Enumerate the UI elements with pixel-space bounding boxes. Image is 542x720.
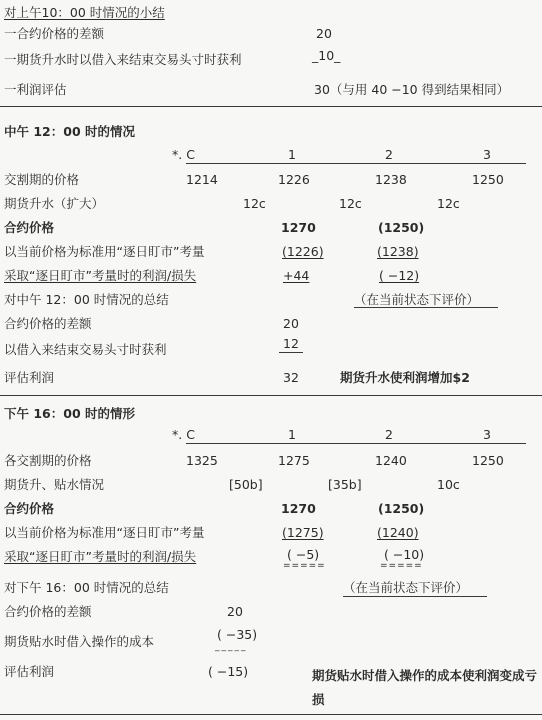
section-divider-3 — [0, 714, 542, 715]
s2-summary-row3-value: 32 — [283, 370, 299, 385]
section-divider-1 — [0, 106, 542, 107]
s3-summary-row1-label: 合约价格的差额 — [4, 604, 92, 619]
s2-delivery-label: 交割期的价格 — [4, 172, 80, 187]
section1-title: 对上午10：00 时情况的小结 — [4, 5, 165, 20]
s2-summary-note: （在当前状态下评价） — [354, 292, 480, 307]
s2-mtm-label: 以当前价格为标准用“逐日盯市”考量 — [4, 244, 205, 259]
s3-basis-value-3: 10c — [437, 477, 460, 492]
s2-basis-value-2: 12c — [339, 196, 362, 211]
s3-delivery-price-1: 1275 — [278, 453, 310, 468]
section-divider-2 — [0, 395, 542, 396]
s3-summary-title: 对下午 16：00 时情况的总结 — [4, 580, 169, 595]
s2-pnl-label: 采取“逐日盯市”考量时的利润/损失 — [4, 268, 197, 283]
s2-basis-value-1: 12c — [243, 196, 266, 211]
s2-col-header-3: 3 — [483, 147, 491, 162]
s2-conclusion: 期货升水使利润增加$2 — [340, 370, 470, 385]
s2-contract-value-1: 1270 — [281, 220, 316, 235]
s2-pnl-value-1: +44 — [283, 268, 310, 283]
s2-summary-row1-label: 合约价格的差额 — [4, 316, 92, 331]
s3-delivery-price-c: 1325 — [186, 453, 218, 468]
s3-col-header-3: 3 — [483, 427, 491, 442]
s2-col-header-rule — [186, 163, 526, 164]
s1-row3-value: 30（与用 40 −10 得到结果相同） — [314, 82, 510, 97]
s2-col-header-1: 1 — [288, 147, 296, 162]
s2-summary-row3-label: 评估利润 — [4, 370, 55, 385]
s2-delivery-price-2: 1238 — [375, 172, 407, 187]
s3-col-header-1: 1 — [288, 427, 296, 442]
s3-summary-row2-value: ( −35) — [217, 627, 258, 642]
s3-pnl-label: 采取“逐日盯市”考量时的利润/损失 — [4, 549, 197, 564]
s2-col-marker: *. C — [172, 147, 195, 162]
s3-basis-value-1: [50b] — [229, 477, 263, 492]
s2-delivery-price-c: 1214 — [186, 172, 218, 187]
s3-summary-row3-label: 评估利润 — [4, 664, 55, 679]
s3-summary-row2-label: 期货贴水时借入操作的成本 — [4, 634, 155, 649]
s3-basis-value-2: [35b] — [328, 477, 362, 492]
s3-mtm-value-2: (1240) — [377, 525, 419, 540]
s2-mtm-value-1: (1226) — [282, 244, 324, 259]
s3-summary-note-rule — [343, 596, 487, 597]
s3-conclusion: 期货贴水时借入操作的成本使利润变成亏损 — [312, 668, 538, 707]
s3-contract-value-2: (1250) — [378, 501, 425, 516]
s3-pnl-double-rule-1: ===== — [283, 561, 326, 571]
s3-mtm-value-1: (1275) — [282, 525, 324, 540]
s2-summary-row2-underline — [279, 352, 303, 353]
s3-contract-label: 合约价格 — [4, 501, 55, 516]
s3-col-header-rule — [186, 443, 526, 444]
s3-mtm-label: 以当前价格为标准用“逐日盯市”考量 — [4, 525, 205, 540]
s1-row1-value: 20 — [316, 26, 332, 41]
s1-row1-label: 一合约价格的差额 — [4, 26, 105, 41]
s2-summary-row2-value: 12 — [283, 336, 299, 351]
s2-summary-title: 对中午 12：00 时情况的总结 — [4, 292, 169, 307]
s2-basis-value-3: 12c — [437, 196, 460, 211]
s3-summary-row1-value: 20 — [227, 604, 243, 619]
s3-col-marker: *. C — [172, 427, 195, 442]
s1-row3-label: 一利润评估 — [4, 82, 67, 97]
s2-summary-row2-label: 以借入来结束交易头寸时获利 — [4, 342, 167, 357]
s2-pnl-value-2: ( −12) — [379, 268, 420, 283]
s3-pnl-double-rule-2: ===== — [380, 561, 423, 571]
s3-pnl-value-1: ( −5) — [287, 547, 320, 562]
s2-delivery-price-3: 1250 — [472, 172, 504, 187]
s3-delivery-label: 各交割期的价格 — [4, 453, 92, 468]
s2-mtm-value-2: (1238) — [377, 244, 419, 259]
section2-title: 中午 12：00 时的情况 — [4, 124, 135, 139]
s1-row2-label: 一期货升水时以借入来结束交易头寸时获利 — [4, 52, 242, 67]
s1-row2-value: _10_ — [312, 48, 341, 63]
s2-contract-value-2: (1250) — [378, 220, 425, 235]
s3-contract-value-1: 1270 — [281, 501, 316, 516]
section3-title: 下午 16：00 时的情形 — [4, 406, 135, 421]
s3-summary-note: （在当前状态下评价） — [343, 580, 469, 595]
s2-delivery-price-1: 1226 — [278, 172, 310, 187]
s2-summary-row1-value: 20 — [283, 316, 299, 331]
s3-pnl-value-2: ( −10) — [384, 547, 425, 562]
s3-basis-label: 期货升、贴水情况 — [4, 477, 105, 492]
s3-summary-row3-value: ( −15) — [208, 664, 249, 679]
s3-delivery-price-2: 1240 — [375, 453, 407, 468]
s2-col-header-2: 2 — [385, 147, 393, 162]
s2-contract-label: 合约价格 — [4, 220, 55, 235]
s3-delivery-price-3: 1250 — [472, 453, 504, 468]
s3-col-header-2: 2 — [385, 427, 393, 442]
s3-summary-row2-dash-rule: _____ — [215, 642, 248, 652]
s2-summary-note-rule — [354, 307, 498, 308]
s2-basis-label: 期货升水（扩大） — [4, 196, 105, 211]
